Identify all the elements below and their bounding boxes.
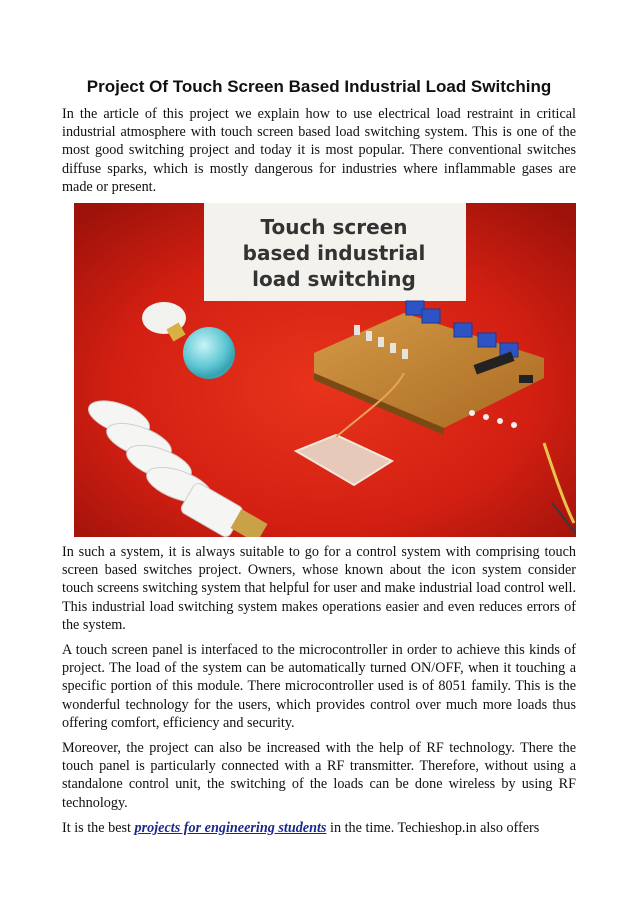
project-photo (74, 203, 576, 537)
sign-line-1: Touch screen (260, 215, 408, 240)
sign-line-3: load switching (252, 267, 416, 292)
paragraph-5-before: It is the best (62, 819, 131, 836)
intro-paragraph: In the article of this project we explain how to use electrical load restraint in critical industrial atmosphere with touch screen based load switching system. This is one of the most good switching project and today it is most popular. There conventional switches diffuse sparks, which is mostly dangerous for industries where inflammable gases are made or present. (62, 106, 576, 195)
document-page (62, 0, 576, 844)
paragraph-5-after: in the time. Techieshop.in also offers (330, 819, 540, 836)
paragraph-2: In such a system, it is always suitable to go for a control system with comprising touch screen based switches project. Owners, whose known about the icon system consider touch screens switching system that helpful for user and make industrial load control well. This industrial load switching system makes operations easier and even reduces errors of the system. (62, 544, 576, 633)
engineering-projects-link[interactable]: projects for engineering students (134, 819, 327, 836)
page-title: Project Of Touch Screen Based Industrial Load Switching (86, 77, 552, 96)
paragraph-3: A touch screen panel is interfaced to the microcontroller in order to achieve this kinds of project. The load of the system can be automatically turned ON/OFF, when it touching a specific portion of this module. There microcontroller used is of 8051 family. This is the wonderful technology for the users, which provides control over much more loads thus offering comfort, efficiency and security. (62, 642, 576, 731)
paragraph-5 (62, 819, 576, 837)
paragraph-4: Moreover, the project can also be increased with the help of RF technology. There the touch panel is particularly connected with a RF transmitter. Therefore, without using a standalone control unit, the switching of the loads can be done wireless by using RF technology. (62, 740, 576, 811)
sign-line-2: based industrial (242, 241, 426, 266)
